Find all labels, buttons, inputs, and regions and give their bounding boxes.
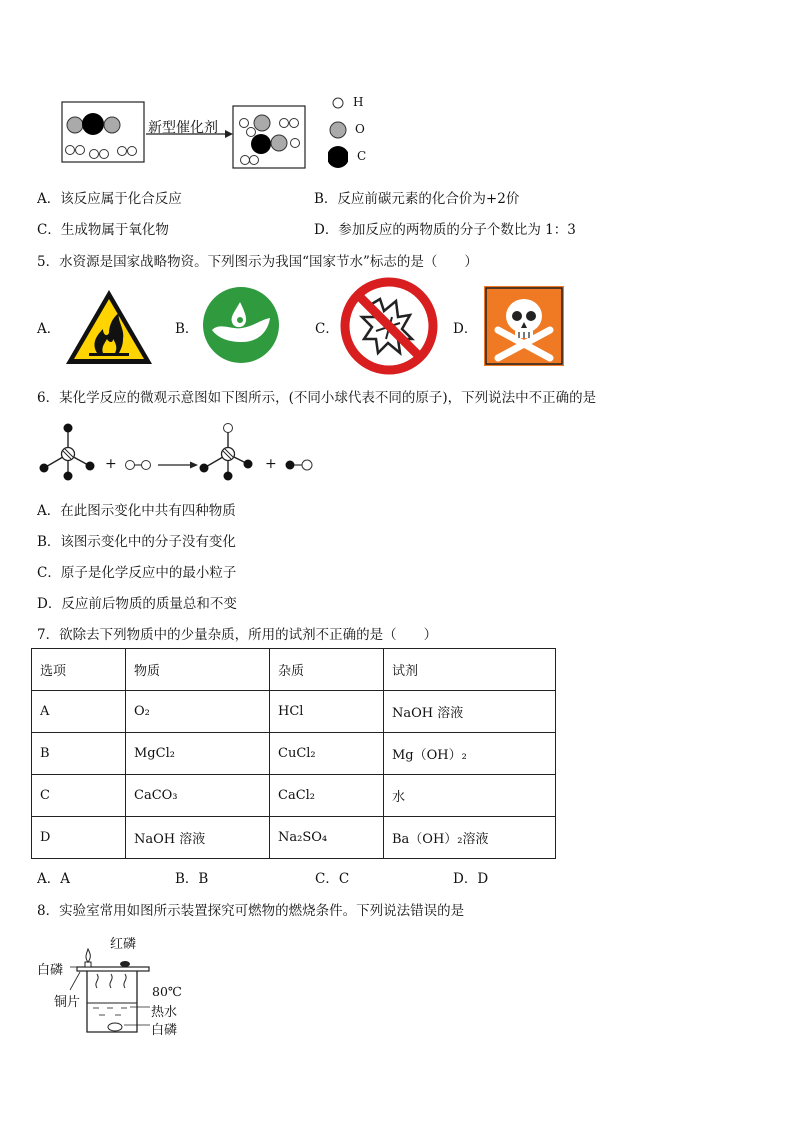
- table-cell: NaOH 溶液: [126, 817, 270, 859]
- q4-option-d: D．参加反应的两物质的分子个数比为 1：3: [314, 222, 576, 238]
- q4-option-a: A．该反应属于化合反应: [37, 191, 182, 207]
- q5-label-a: A．: [37, 321, 61, 337]
- q7-answer-d: D．D: [453, 871, 489, 887]
- catalyst-label: 新型催化剂: [148, 120, 218, 136]
- atom-legend: [328, 94, 348, 170]
- flammable-warning-icon: [63, 287, 155, 367]
- header-cell: 试剂: [384, 649, 556, 691]
- table-cell: D: [32, 817, 126, 859]
- q7-stem: 7．欲除去下列物质中的少量杂质，所用的试剂不正确的是（ ）: [37, 627, 438, 643]
- table-cell: Ba（OH）₂溶液: [384, 817, 556, 859]
- table-cell: B: [32, 733, 126, 775]
- no-littering-icon: [340, 277, 438, 375]
- table-cell: NaOH 溶液: [384, 691, 556, 733]
- header-cell: 选项: [32, 649, 126, 691]
- table-cell: C: [32, 775, 126, 817]
- label-white-phosphorus-bottom: 白磷: [151, 1023, 178, 1038]
- header-cell: 物质: [126, 649, 270, 691]
- header-cell: 杂质: [270, 649, 384, 691]
- table-row: [32, 775, 556, 817]
- table-cell: CaCO₃: [126, 775, 270, 817]
- q6-option-c: C．原子是化学反应中的最小粒子: [37, 565, 237, 581]
- q4-option-b: B．反应前碳元素的化合价为+2价: [314, 191, 520, 207]
- legend-o: O: [355, 122, 365, 136]
- table-cell: A: [32, 691, 126, 733]
- table-row: [32, 817, 556, 859]
- q7-answer-b: B．B: [175, 871, 209, 887]
- table-cell: CuCl₂: [270, 733, 384, 775]
- table-cell: HCl: [270, 691, 384, 733]
- table-cell: O₂: [126, 691, 270, 733]
- table-header-row: [32, 649, 556, 691]
- q6-option-a: A．在此图示变化中共有四种物质: [37, 503, 236, 519]
- legend-h: H: [353, 95, 364, 109]
- q6-stem: 6．某化学反应的微观示意图如下图所示，(不同小球代表不同的原子)，下列说法中不正确的是: [37, 390, 597, 406]
- label-white-phosphorus-top: 白磷: [37, 963, 64, 978]
- q5-label-d: D．: [453, 321, 478, 337]
- table-cell: 水: [384, 775, 556, 817]
- q6-option-d: D．反应前后物质的质量总和不变: [37, 596, 237, 612]
- q6-plus-2: +: [265, 456, 277, 472]
- q6-option-b: B．该图示变化中的分子没有变化: [37, 534, 236, 550]
- q5-stem: 5．水资源是国家战略物资。下列图示为我国“国家节水”标志的是（ ）: [37, 254, 478, 270]
- q6-plus-1: +: [105, 456, 117, 472]
- q5-label-c: C．: [315, 321, 339, 337]
- label-hot-water: 热水: [151, 1005, 178, 1020]
- table-row: [32, 691, 556, 733]
- q5-label-b: B．: [175, 321, 199, 337]
- q7-answer-c: C．C: [315, 871, 350, 887]
- q7-table: [31, 648, 556, 859]
- table-cell: CaCl₂: [270, 775, 384, 817]
- toxic-skull-icon: [484, 286, 564, 366]
- table-cell: MgCl₂: [126, 733, 270, 775]
- q4-option-c: C．生成物属于氧化物: [37, 222, 169, 238]
- label-leader-lines: [60, 960, 160, 1030]
- q8-stem: 8．实验室常用如图所示装置探究可燃物的燃烧条件。下列说法错误的是: [37, 903, 465, 919]
- q7-answer-a: A．A: [37, 871, 70, 887]
- label-copper-plate: 铜片: [54, 995, 81, 1010]
- table-row: [32, 733, 556, 775]
- label-temperature: 80℃: [152, 984, 182, 999]
- table-cell: Mg（OH）₂: [384, 733, 556, 775]
- label-red-phosphorus: 红磷: [110, 937, 137, 952]
- water-saving-icon: [202, 286, 280, 364]
- q6-reaction-diagram: [32, 418, 322, 482]
- table-cell: Na₂SO₄: [270, 817, 384, 859]
- legend-c: C: [357, 149, 367, 163]
